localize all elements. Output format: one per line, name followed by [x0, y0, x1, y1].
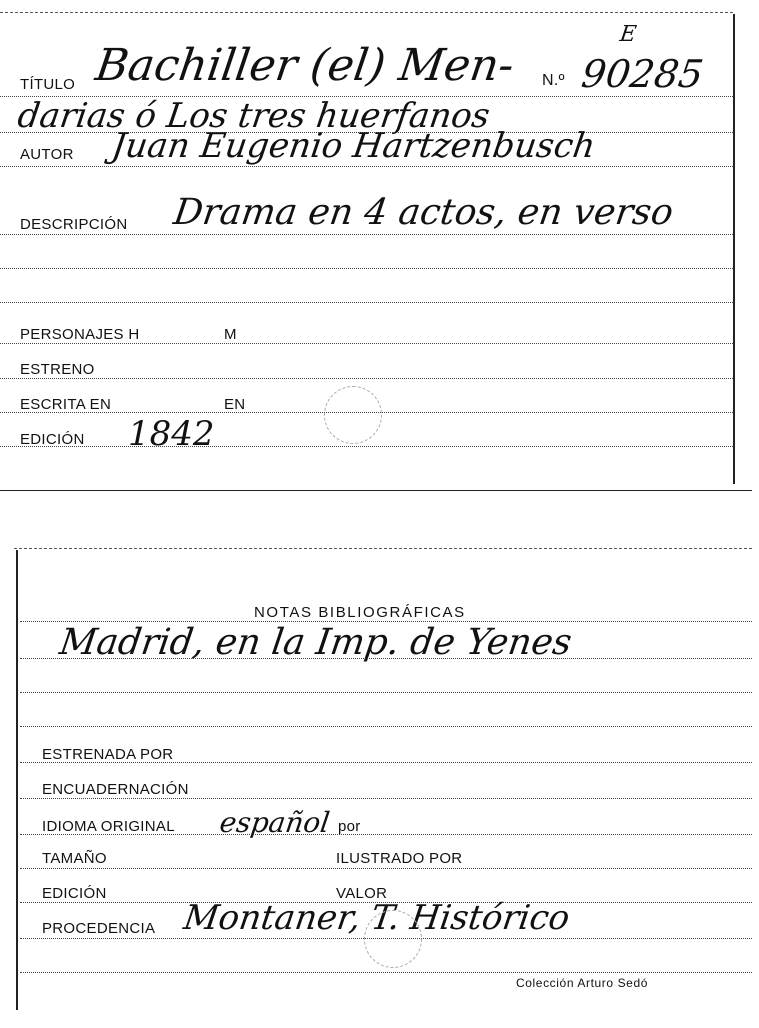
titulo-value-line2: darias ó Los tres huerfanos: [15, 96, 493, 136]
procedencia-value: Montaner, T. Histórico: [181, 898, 573, 938]
card-top-edge: [0, 12, 733, 13]
tamano-label: TAMAÑO: [42, 850, 107, 867]
notas-heading: NOTAS BIBLIOGRÁFICAS: [254, 604, 466, 621]
en-label: EN: [224, 396, 246, 413]
notas-line-3: [20, 692, 752, 693]
tamano-line: [20, 868, 752, 869]
numero-value: 90285: [578, 52, 706, 96]
procedencia-label: PROCEDENCIA: [42, 920, 156, 937]
notas-value: Madrid, en la Imp. de Yenes: [57, 622, 575, 663]
autor-line: [0, 166, 733, 167]
card-top-edge: [14, 548, 752, 549]
edicion-label: EDICIÓN: [42, 885, 107, 902]
blank-line-1: [0, 268, 733, 269]
autor-label: AUTOR: [20, 146, 74, 163]
personajes-m-label: M: [224, 326, 237, 343]
coleccion-credit: Colección Arturo Sedó: [516, 976, 649, 990]
estrenada-label: ESTRENADA POR: [42, 746, 174, 763]
punch-hole: [364, 910, 422, 968]
card-bottom-edge: [0, 490, 752, 491]
descripcion-line: [0, 234, 733, 235]
catalog-card-bottom: [0, 540, 759, 1028]
ilustrado-por-label: ILUSTRADO POR: [336, 850, 463, 867]
estrenada-por-label: [42, 746, 173, 763]
titulo-value-line1: Bachiller (el) Men-: [92, 40, 518, 91]
edicion-value: 1842: [128, 414, 215, 454]
blank-line-2: [0, 302, 733, 303]
blank-line: [20, 972, 752, 973]
autor-value: Juan Eugenio Hartzenbusch: [109, 126, 598, 166]
notas-line-2: [20, 658, 752, 659]
estrenada-line: [20, 762, 752, 763]
escrita-en-label: ESCRITA EN: [20, 396, 112, 413]
notas-line-4: [20, 726, 752, 727]
encuadernacion-line: [20, 798, 752, 799]
estreno-label: ESTRENO: [20, 361, 95, 378]
numero-label: N.º: [542, 72, 565, 89]
numero-mark: E: [618, 22, 638, 47]
catalog-card-top: [0, 0, 759, 500]
idioma-original-value: español: [217, 806, 332, 839]
personajes-line: [0, 343, 733, 344]
card-right-border: [733, 14, 735, 484]
descripcion-value: Drama en 4 actos, en verso: [171, 192, 676, 233]
valor-label: VALOR: [336, 885, 388, 902]
titulo-label: TÍTULO: [20, 76, 76, 93]
encuadernacion-label: ENCUADERNACIÓN: [42, 781, 189, 798]
personajes-h-label: PERSONAJES H: [20, 326, 140, 343]
notas-line-1: [20, 621, 752, 622]
punch-hole: [324, 386, 382, 444]
card-left-border: [16, 550, 18, 1010]
estreno-line: [0, 378, 733, 379]
idioma-por-label: por: [338, 818, 361, 835]
idioma-original-label: IDIOMA ORIGINAL: [42, 818, 175, 835]
idioma-line: [20, 834, 752, 835]
descripcion-label: DESCRIPCIÓN: [20, 216, 128, 233]
edicion-line: [0, 446, 733, 447]
edicion-label: EDICIÓN: [20, 431, 85, 448]
